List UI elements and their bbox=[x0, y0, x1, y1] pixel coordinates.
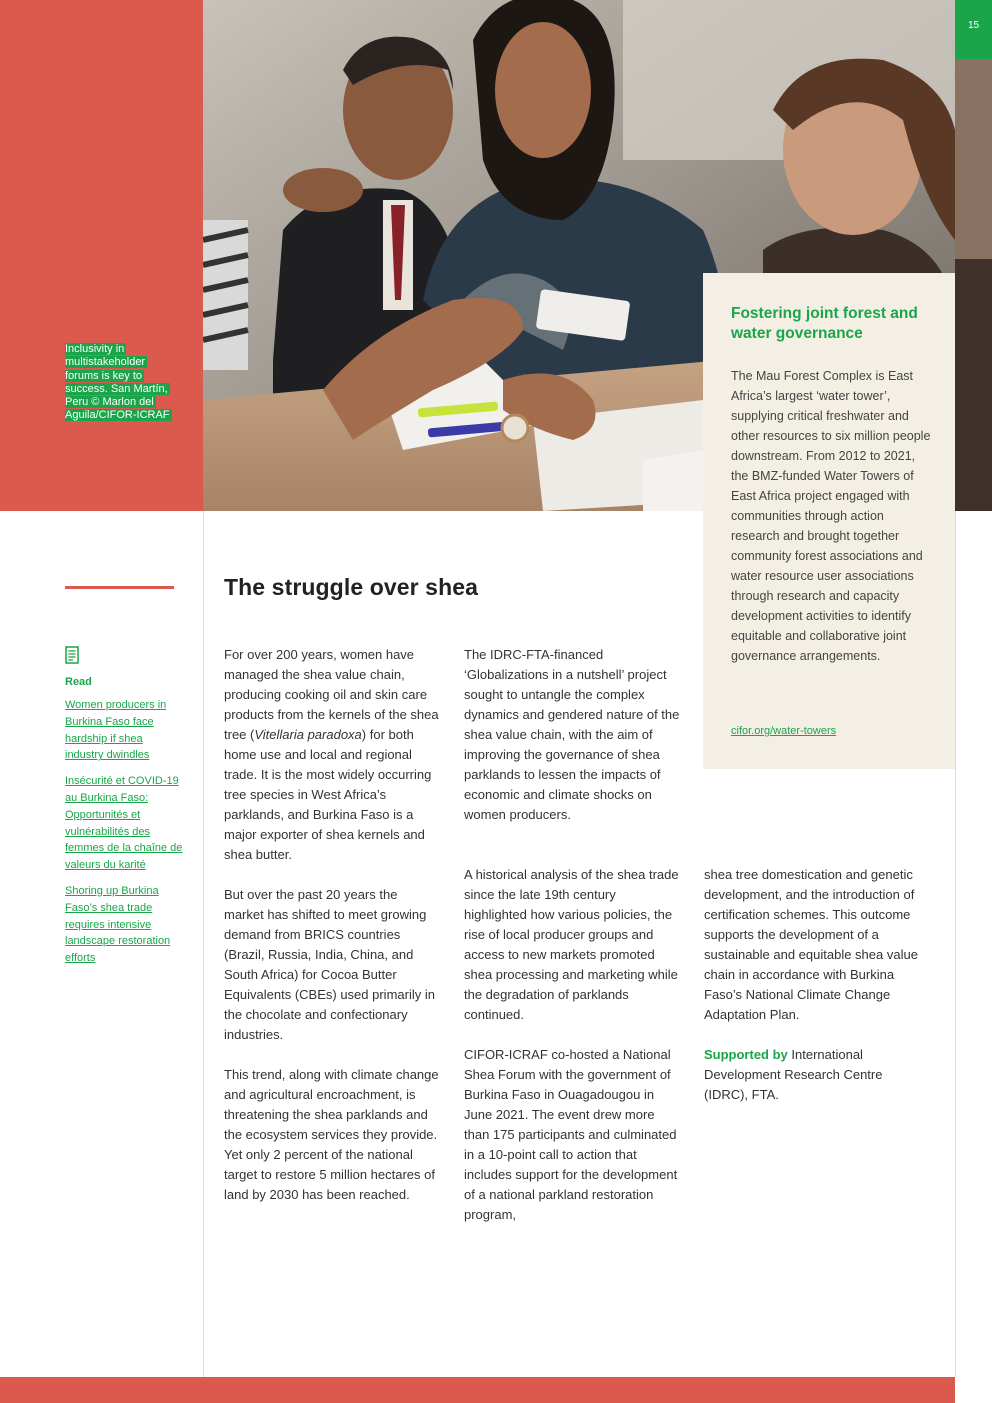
paragraph: shea tree domestication and genetic development, and the introduction of certification schemes. This outcome supports the development of a sustainable and equitable shea value chain in accordance with Burkina Faso’s National Climate Change Adaptation Plan. bbox=[704, 867, 918, 1022]
supported-by bbox=[704, 1045, 920, 1105]
read-link-women-producers[interactable]: Women producers in Burkina Faso face hardship if shea industry dwindles bbox=[65, 699, 167, 762]
read-link-insecurite-covid[interactable]: Insécurité et COVID-19 au Burkina Faso: Opportunités et vulnérabilités des femmes de la chaîne de valeurs du karité bbox=[65, 775, 183, 872]
document-icon bbox=[65, 646, 79, 669]
body-column-3 bbox=[704, 865, 920, 1125]
caption-text: Inclusivity in multistakeholder forums is key to success. San Martín, Peru © Marlon del Aguila/CIFOR-ICRAF bbox=[65, 343, 170, 422]
read-label: Read bbox=[65, 676, 92, 688]
text-run: ) for both home use and local and regional trade. It is the most widely occurring tree species in West Africa’s parklands, and Burkina Faso is a major exporter of shea kernels and shea butter. bbox=[224, 727, 432, 862]
body-column-2-top bbox=[464, 645, 680, 845]
photo-caption bbox=[65, 343, 175, 423]
paragraph: But over the past 20 years the market has shifted to meet growing demand from BRICS countries (Brazil, Russia, India, China, and South Africa) for Cocoa Butter Equivalents (CBEs) used primarily in the chocolate and confectionary industries. bbox=[224, 887, 435, 1042]
red-header-band bbox=[0, 0, 203, 511]
paragraph: CIFOR-ICRAF co-hosted a National Shea Forum with the government of Burkina Faso in Ouagadougou in June 2021. The event drew more than 175 participants and culminated in a 10-point call to action that includes support for the development of a national parkland restoration program, bbox=[464, 1047, 678, 1222]
paragraph bbox=[224, 645, 440, 865]
photo-edge-strip bbox=[955, 59, 992, 511]
read-links-list bbox=[65, 697, 183, 976]
feature-box-body: The Mau Forest Complex is East Africa’s largest ‘water tower’, supplying critical freshwater and other resources to six million people downstream. From 2012 to 2021, the BMZ-funded Water Towers of East Africa project engaged with communities through action research and brought together community forest associations and water resource user associations through research and capacity development activities to identify equitable and collaborative joint governance arrangements. bbox=[731, 369, 931, 663]
read-link-shoring-up-shea[interactable]: Shoring up Burkina Faso’s shea trade requires intensive landscape restoration efforts bbox=[65, 884, 171, 965]
feature-box-link[interactable]: cifor.org/water-towers bbox=[731, 725, 837, 737]
text-run: For over 200 years, women have managed the shea value chain, producing cooking oil and skin care products from the kernels of the shea tree ( bbox=[224, 647, 439, 742]
species-name: Vitellaria paradoxa bbox=[254, 727, 362, 742]
article-title: The struggle over shea bbox=[224, 574, 478, 600]
paragraph: A historical analysis of the shea trade since the late 19th century highlighted how various policies, the rise of local producer groups and access to new markets promoted shea processing and marketing while the degradation of parklands continued. bbox=[464, 867, 679, 1022]
right-divider bbox=[955, 511, 956, 1377]
paragraph: The IDRC-FTA-financed ‘Globalizations in a nutshell’ project sought to untangle the complex dynamics and gendered nature of the shea value chain, with the aim of improving the governance of shea parklands to lessen the impacts of economic and climate shocks on women producers. bbox=[464, 647, 680, 822]
feature-box-title: Fostering joint forest and water governance bbox=[731, 305, 918, 342]
supported-by-text: International Development Research Centre (IDRC), FTA. bbox=[704, 1047, 883, 1102]
paragraph: This trend, along with climate change and agricultural encroachment, is threatening the shea parklands and the ecosystem services they provide. Yet only 2 percent of the national target to restore 5 million hectares of land by 2030 has been reached. bbox=[224, 1067, 439, 1202]
footer-bar bbox=[0, 1377, 955, 1403]
left-divider bbox=[203, 511, 204, 1377]
body-column-1 bbox=[224, 645, 440, 1225]
supported-by-label: Supported by bbox=[704, 1047, 788, 1062]
body-column-2 bbox=[464, 865, 680, 1245]
page-number: 15 bbox=[967, 20, 980, 31]
side-accent-rule bbox=[65, 586, 174, 589]
